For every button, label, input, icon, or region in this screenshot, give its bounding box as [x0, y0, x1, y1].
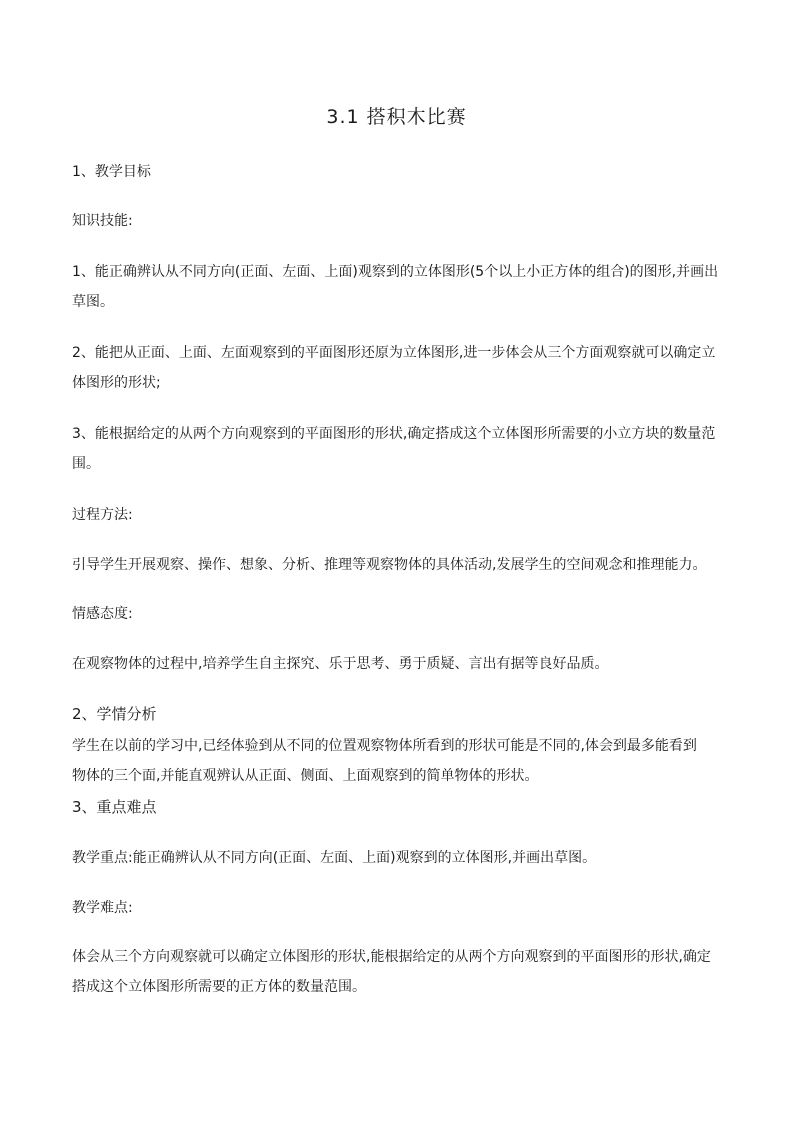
knowledge-item-1-line-1: 1、能正确辨认从不同方向(正面、左面、上面)观察到的立体图形(5个以上小正方体的组合)的图形,并画出: [72, 264, 719, 280]
analysis-line-1: 学生在以前的学习中,已经体验到从不同的位置观察物体所看到的形状可能是不同的,体会到最多能看到: [72, 738, 697, 754]
key-focus-text: 教学重点:能正确辨认从不同方向(正面、左面、上面)观察到的立体图形,并画出草图。: [72, 850, 597, 866]
emotion-text: 在观察物体的过程中,培养学生自主探究、乐于思考、勇于质疑、言出有据等良好品质。: [72, 656, 609, 672]
goals-heading: 1、教学目标: [72, 164, 151, 180]
keypoints-heading: 3、重点难点: [72, 798, 157, 816]
knowledge-item-3-line-2: 围。: [72, 456, 100, 472]
emotion-heading: 情感态度:: [72, 606, 133, 622]
difficulty-line-1: 体会从三个方向观察就可以确定立体图形的形状,能根据给定的从两个方向观察到的平面图形的形状,确定: [72, 949, 711, 965]
difficulty-heading: 教学难点:: [72, 900, 133, 916]
analysis-line-2: 物体的三个面,并能直观辨认从正面、侧面、上面观察到的简单物体的形状。: [72, 768, 539, 784]
knowledge-heading: 知识技能:: [72, 213, 133, 229]
document-title: 3.1 搭积木比赛: [326, 106, 467, 128]
process-text: 引导学生开展观察、操作、想象、分析、推理等观察物体的具体活动,发展学生的空间观念和推理能力。: [72, 557, 707, 573]
knowledge-item-2-line-2: 体图形的形状;: [72, 375, 161, 391]
analysis-heading: 2、学情分析: [72, 705, 157, 723]
knowledge-item-3-line-1: 3、能根据给定的从两个方向观察到的平面图形的形状,确定搭成这个立体图形所需要的小立方块的数量范: [72, 426, 716, 442]
knowledge-item-2-line-1: 2、能把从正面、上面、左面观察到的平面图形还原为立体图形,进一步体会从三个方面观察就可以确定立: [72, 345, 716, 361]
knowledge-item-1-line-2: 草图。: [72, 294, 114, 310]
difficulty-line-2: 搭成这个立体图形所需要的正方体的数量范围。: [72, 979, 366, 995]
process-heading: 过程方法:: [72, 507, 133, 523]
